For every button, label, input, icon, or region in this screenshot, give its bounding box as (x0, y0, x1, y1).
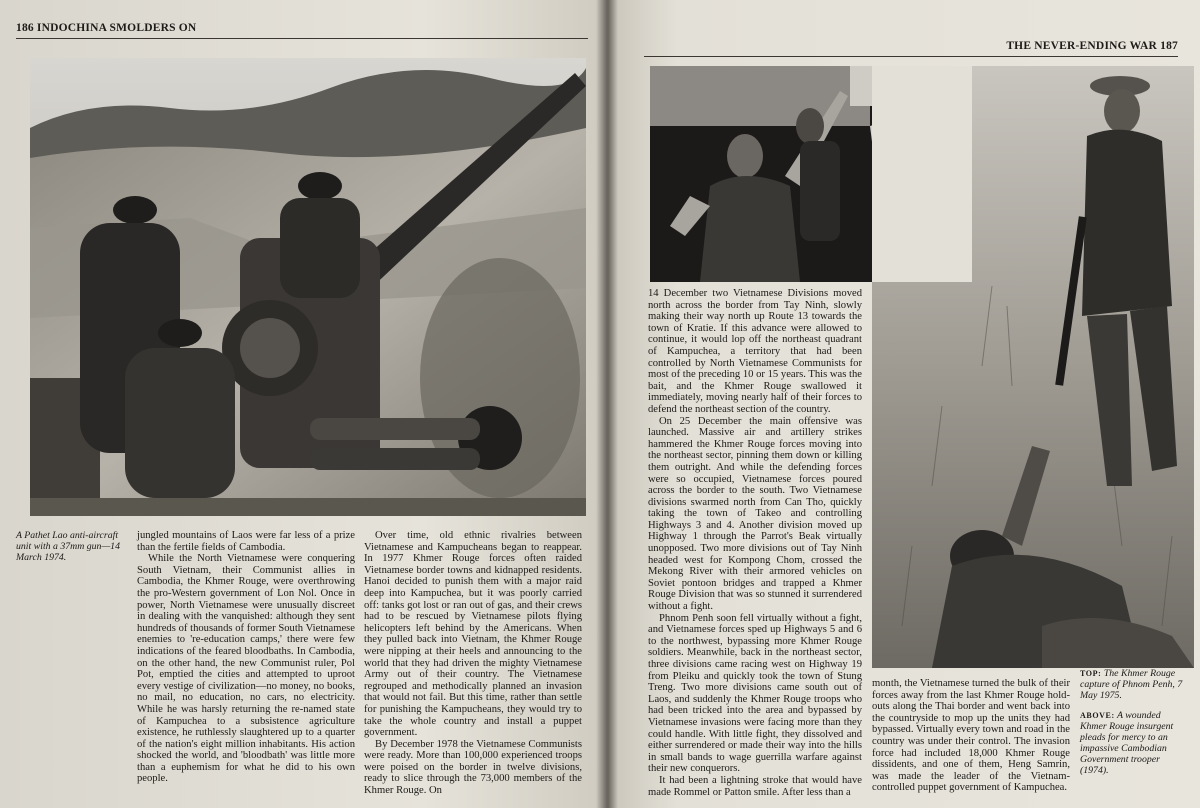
above-photo-caption (1080, 710, 1186, 776)
right-page (606, 0, 1200, 808)
paragraph: Phnom Penh soon fell virtually without a fight, and Vietnamese forces sped up Highways 5 and 6 to the northwest, bypassing more Khmer Rouge soldiers. Meanwhile, back in the northeast sector, three divisions came racing west on Highway 19 from Pleiku and quickly took the town of Stung Treng. Two more divisions came south out of Laos, and suddenly the Khmer Rouge troops who had been tricked into the area and bypassed by Vietnamese invasions were facing more than they could handle. With little fight, they dissolved and either surrendered or made their way into the hills in small bands to wage guerrilla warfare against their new conquerors. (648, 612, 862, 775)
left-page-header: 186 INDOCHINA SMOLDERS ON (16, 22, 197, 34)
paragraph: It had been a lightning stroke that would have made Rommel or Patton smile. After less than a (648, 774, 862, 798)
caption-text: The Khmer Rouge capture of Phnom Penh, 7 May 1975. (1080, 668, 1183, 701)
top-photo-caption (1080, 668, 1186, 701)
right-page-header: THE NEVER-ENDING WAR 187 (1006, 40, 1178, 52)
left-column-2 (364, 530, 582, 797)
wounded-insurgent-photo (872, 66, 1194, 668)
paragraph: 14 December two Vietnamese Divisions moved north across the border from Tay Ninh, slowly making their way north up Route 13 towards the town of Kratie. If this advance were allowed to continue, it would lop off the northeast quadrant of Kampuchea, a territory that had been controlled by North Vietnamese Communists for most of the preceding 10 or 15 years. This was the bait, and the Khmer Rouge swallowed it immediately, moving nearly half of their forces to defend the northeast section of the country. (648, 288, 862, 415)
left-header-rule (16, 38, 588, 39)
right-header-rule (644, 56, 1178, 57)
left-column-1 (137, 530, 355, 785)
caption-label: TOP: (1080, 669, 1102, 678)
pathet-lao-caption: A Pathet Lao anti-aircraft unit with a 37mm gun—14 March 1974. (16, 530, 120, 563)
caption-label: ABOVE: (1080, 711, 1115, 720)
right-column-a (648, 288, 862, 798)
right-column-b (872, 678, 1070, 794)
caption-text: A wounded Khmer Rouge insurgent pleads for mercy to an impassive Cambodian Government trooper (1974). (1080, 710, 1174, 776)
paragraph: While the North Vietnamese were conquering South Vietnam, their Communist allies in Cambodia, the Khmer Rouge, were overthrowing the pro-Western government of Lon Nol. Once in power, North Vietnamese were unusually discreet in dealing with the vanquished: although they sent hundreds of thousands of former South Vietnamese enemies to 're-education camps,' there were few indications of the feared bloodbaths. In Cambodia, on the other hand, the new Communist ruler, Pol Pot, emptied the cities and attempted to uproot every vestige of civilization—no money, no books, no mail, no education, no cars, no electricity. While he was harsly returning the re-named state of Kampuchea to a subsistence agriculture existence, he ruthlessly slaughtered up to a quarter of the nation's eight million inhabitants. His action shocked the world, and 'bloodbath' was little more than a euphemism for what he did to his own people. (137, 553, 355, 785)
paragraph: By December 1978 the Vietnamese Communists were ready. More than 100,000 experienced troops were poised on the border in twelve divisions, ready to slice through the 73,000 members of the Khmer Rouge. On (364, 738, 582, 797)
anti-aircraft-gun-photo (30, 58, 586, 516)
paragraph: month, the Vietnamese turned the bulk of their forces away from the last Khmer Rouge hold-outs along the Thai border and went back into the countryside to mop up the units they had bypassed. Virtually every town and road in the country was under their control. The invasion force had included 18,000 Khmer Rouge dissidents, and one of them, Heng Samrin, was made the leader of the Vietnam-controlled puppet government of Kampuchea. (872, 678, 1070, 794)
book-gutter (596, 0, 618, 808)
paragraph: jungled mountains of Laos were far less of a prize than the fertile fields of Cambodia. (137, 530, 355, 553)
paragraph: Over time, old ethnic rivalries between Vietnamese and Kampucheans began to reappear. In 1977 Khmer Rouge forces often raided Vietnamese border towns and kidnapped residents. Hanoi decided to punish them with a major raid deep into Kampuchea, but it was poorly carried off: tanks got lost or ran out of gas, and their crews had to be rescued by Vietnamese pilots flying helicopters left behind by the Americans. When they pulled back into Vietnam, the Khmer Rouge were nipping at their heels and announcing to the world that they had driven the mighty Vietnamese Army out of their country. The Vietnamese regrouped and methodically planned an invasion that would not fail. But this time, rather than settle for punishing the Kampucheans, they would try to take the whole country and install a puppet government. (364, 530, 582, 739)
paragraph: On 25 December the main offensive was launched. Massive air and artillery strikes hammered the Khmer Rouge forces moving into the northeast sector, pinning them down or killing them outright. And while the defending forces were so occupied, Vietnamese forces poured across the border to the south. Two Vietnamese divisions swarmed north from Can Tho, quickly taking the town of Takeo and controlling Highways 3 and 4. Another division moved up Highway 1 through the Parrot's Beak virtually unopposed. Two more divisions out of Tay Ninh headed west for Kompong Chom, crossed the Mekong River with their armored vehicles on Soviet pontoon bridges and trapped a Khmer Rouge Division that was so stunned it surrendered without a fight. (648, 415, 862, 613)
